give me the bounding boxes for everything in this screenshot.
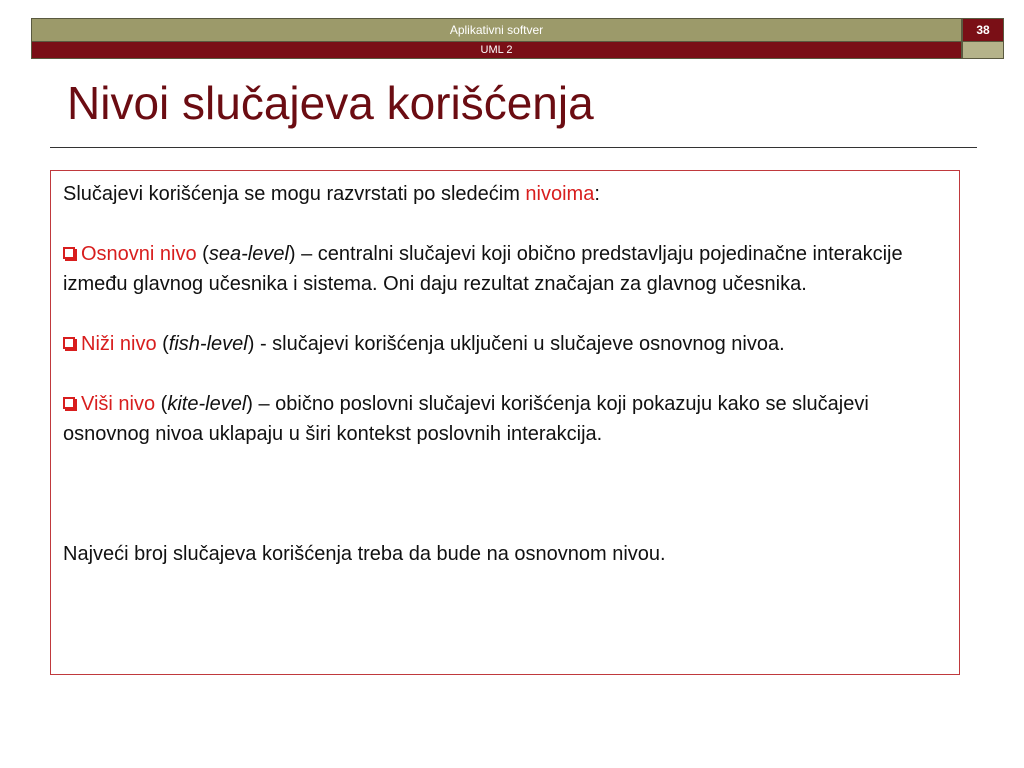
slide-title: Nivoi slučajeva korišćenja xyxy=(67,77,594,129)
header-course-bar xyxy=(31,18,962,42)
page-number-box xyxy=(962,18,1004,42)
bullet-open-paren: ( xyxy=(196,243,209,265)
bullet-term: kite-level xyxy=(167,393,247,415)
bullet-text: – centralni slučajevi koji obično predstavljaju pojedinačne interakcije između glavnog učesnika i sistema. Oni daju rezultat značajan za glavnog učesnika. xyxy=(63,243,903,295)
conclusion-paragraph: Najveći broj slučajeva korišćenja treba da bude na osnovnom nivou. xyxy=(63,543,666,565)
bullet-label: Osnovni nivo xyxy=(81,243,197,265)
header-subtitle-bar xyxy=(31,42,962,59)
checkbox-bullet-icon xyxy=(63,337,75,349)
bullet-close-paren: ) xyxy=(247,333,255,355)
bullet-close-paren: ) xyxy=(246,393,253,415)
bullet-label: Viši nivo xyxy=(81,393,156,415)
bullet-osnovni-nivo xyxy=(63,239,947,299)
bullet-label: Niži nivo xyxy=(81,333,157,355)
header-corner-box xyxy=(962,42,1004,59)
intro-text: Slučajevi korišćenja se mogu razvrstati po sledećim xyxy=(63,183,526,205)
bullet-open-paren: ( xyxy=(156,333,169,355)
checkbox-bullet-icon xyxy=(63,397,75,409)
bullet-text: - slučajevi korišćenja uključeni u slučajeve osnovnog nivoa. xyxy=(254,333,785,355)
content-box xyxy=(50,170,960,675)
intro-highlight: nivoima xyxy=(525,183,595,205)
header-course-title: Aplikativni softver xyxy=(449,23,544,37)
bullet-term: sea-level xyxy=(208,243,289,265)
bullet-text: – obično poslovni slučajevi korišćenja koji pokazuju kako se slučajevi osnovnog nivoa uklapaju u širi kontekst poslovnih interakcija. xyxy=(63,393,869,445)
page-number: 38 xyxy=(976,23,990,37)
intro-end: : xyxy=(594,183,600,205)
title-divider xyxy=(50,147,977,148)
intro-paragraph xyxy=(63,179,947,209)
checkbox-bullet-icon xyxy=(63,247,75,259)
bullet-visi-nivo xyxy=(63,389,947,449)
header-subtitle: UML 2 xyxy=(480,44,513,56)
bullet-term: fish-level xyxy=(168,333,248,355)
bullet-open-paren: ( xyxy=(155,393,168,415)
bullet-close-paren: ) xyxy=(288,243,296,265)
bullet-nizi-nivo xyxy=(63,329,947,359)
